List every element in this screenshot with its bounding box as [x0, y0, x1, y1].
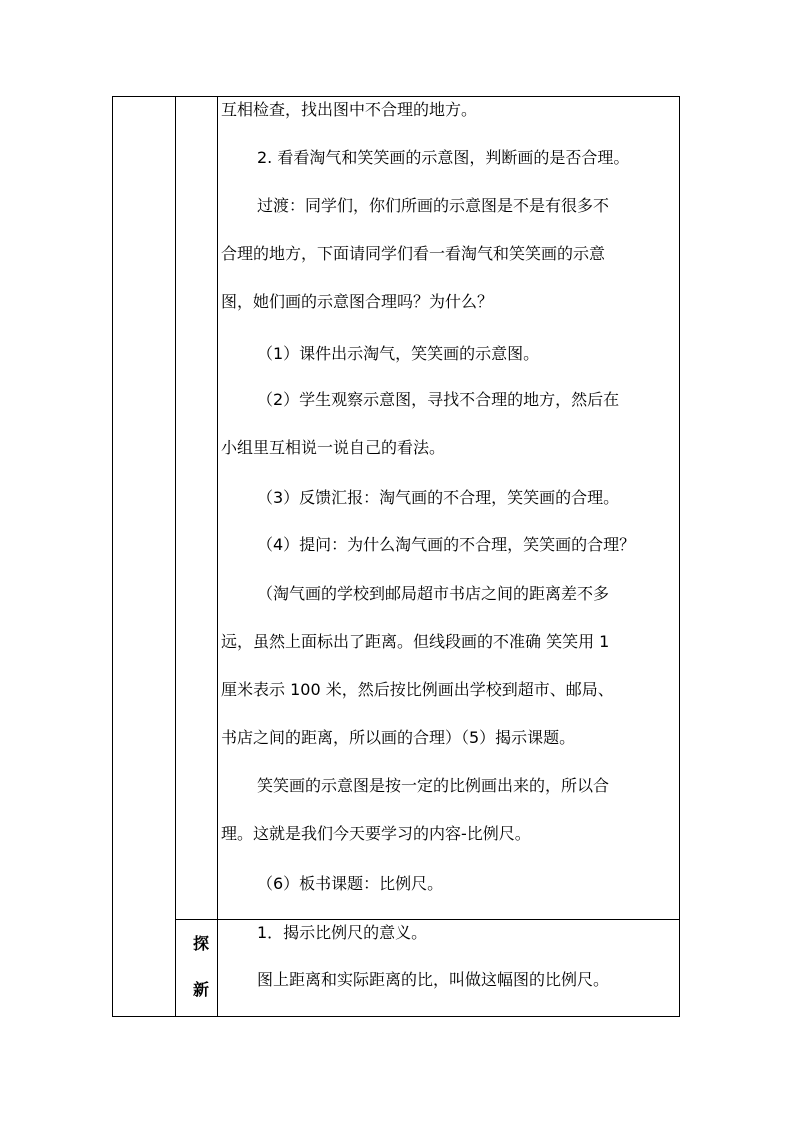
text-line: 远，虽然上面标出了距离。但线段画的不准确 笑笑用 1: [221, 632, 610, 651]
text-line: 理。这就是我们今天要学习的内容-比例尺。: [221, 824, 531, 843]
table-row-divider: [175, 919, 680, 920]
text-line: （3）反馈汇报：淘气画的不合理，笑笑画的合理。: [257, 488, 620, 507]
section-label-char-1: 探: [192, 934, 209, 953]
text-line: 合理的地方，下面请同学们看一看淘气和笑笑画的示意: [221, 244, 606, 263]
text-line: 1．揭示比例尺的意义。: [257, 923, 428, 942]
section-label-char-2: 新: [192, 980, 209, 999]
table-column-divider-2: [217, 96, 218, 1017]
text-line: （淘气画的学校到邮局超市书店之间的距离差不多: [257, 584, 610, 603]
text-line: 小组里互相说一说自己的看法。: [221, 438, 446, 457]
text-line: （6）板书课题：比例尺。: [257, 874, 444, 893]
text-line: 笑笑画的示意图是按一定的比例画出来的，所以合: [257, 776, 610, 795]
lesson-table: [112, 96, 680, 1017]
table-column-divider-1: [175, 96, 176, 1017]
table-border-right: [679, 96, 680, 1017]
table-border-bottom: [112, 1016, 680, 1017]
text-line: （4）提问：为什么淘气画的不合理，笑笑画的合理？: [257, 535, 636, 554]
text-line: 过渡：同学们，你们所画的示意图是不是有很多不: [257, 196, 610, 215]
text-line: （1）课件出示淘气，笑笑画的示意图。: [257, 344, 540, 363]
table-column-left: [112, 96, 175, 1017]
table-border-top: [112, 96, 680, 97]
text-line: 厘米表示 100 米，然后按比例画出学校到超市、邮局、: [221, 680, 614, 699]
text-line: 图，她们画的示意图合理吗？为什么？: [221, 292, 494, 311]
table-column-section: [175, 96, 217, 1017]
text-line: 互相检查，找出图中不合理的地方。: [221, 100, 478, 119]
table-border-left: [112, 96, 113, 1017]
text-line: 书店之间的距离，所以画的合理）（5）揭示课题。: [221, 728, 576, 747]
text-line: 2. 看看淘气和笑笑画的示意图，判断画的是否合理。: [257, 148, 630, 167]
text-line: 图上距离和实际距离的比，叫做这幅图的比例尺。: [257, 970, 610, 989]
text-line: （2）学生观察示意图，寻找不合理的地方，然后在: [257, 390, 620, 409]
